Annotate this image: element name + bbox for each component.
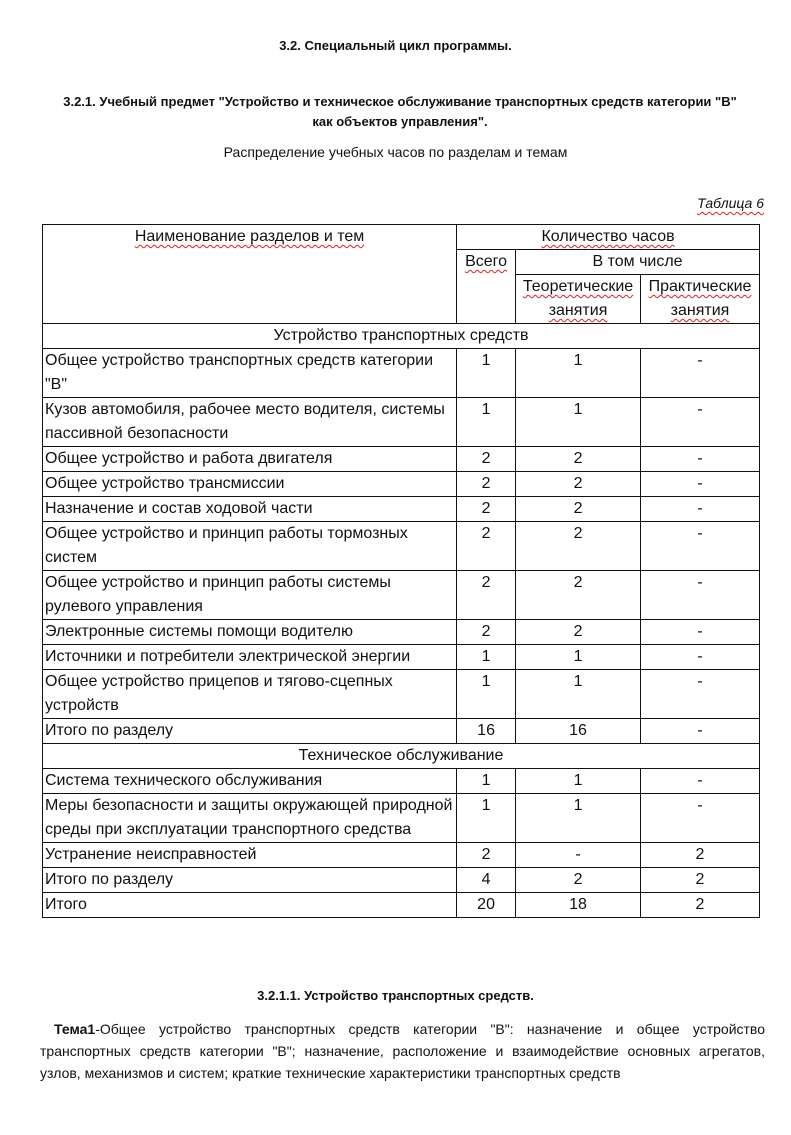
row-practice: 2 [641,893,760,918]
row-total: 2 [457,620,516,645]
row-name: Устранение неисправностей [43,843,457,868]
row-total: 16 [457,719,516,744]
table-subtitle: Распределение учебных часов по разделам и темам [223,144,568,160]
table-row [43,645,760,670]
row-name: Назначение и состав ходовой части [43,497,457,522]
section-row [43,324,760,349]
row-total: 1 [457,670,516,719]
section-row [43,744,760,769]
row-practice: - [641,472,760,497]
row-name: Общее устройство транспортных средств категории "B" [43,349,457,398]
table-row [43,571,760,620]
row-theory: 1 [516,398,641,447]
row-practice: - [641,794,760,843]
table-row [43,843,760,868]
topic-heading: 3.2.1.1. Устройство транспортных средств. [257,988,534,1003]
subject-heading: 3.2.1. Учебный предмет "Устройство и техническое обслуживание транспортных средств категории "B" как объектов управления". [63,94,737,129]
table-row [43,398,760,447]
row-practice: - [641,719,760,744]
header-row [43,225,760,250]
topic-text: -Общее устройство транспортных средств категории "B": назначение и общее устройство транспортных средств категории "B"; назначение, расположение и взаимодействие основных агрегатов, узлов, механизмов и систем; краткие технические характеристики транспортных средств [40,1021,765,1081]
row-theory: 2 [516,620,641,645]
row-name: Кузов автомобиля, рабочее место водителя, системы пассивной безопасности [43,398,457,447]
row-theory: 1 [516,769,641,794]
section-title: Техническое обслуживание [43,744,760,769]
row-theory: 1 [516,349,641,398]
row-practice: - [641,670,760,719]
row-total: 2 [457,447,516,472]
row-practice: - [641,571,760,620]
row-name: Источники и потребители электрической энергии [43,645,457,670]
header-hours: Количество часов [457,225,760,250]
topic-paragraph [40,1018,765,1084]
row-practice: - [641,645,760,670]
table-row [43,620,760,645]
row-theory: 1 [516,645,641,670]
row-total: 1 [457,349,516,398]
row-total: 1 [457,769,516,794]
header-theory: Теоретические занятия [516,275,641,324]
row-name: Общее устройство прицепов и тягово-сцепных устройств [43,670,457,719]
row-total: 1 [457,645,516,670]
table-row [43,472,760,497]
row-name: Меры безопасности и защиты окружающей природной среды при эксплуатации транспортного средства [43,794,457,843]
row-theory: 2 [516,571,641,620]
row-theory: 2 [516,472,641,497]
row-name: Итого по разделу [43,719,457,744]
row-total: 2 [457,472,516,497]
row-practice: - [641,620,760,645]
row-name: Общее устройство и работа двигателя [43,447,457,472]
row-total: 1 [457,398,516,447]
row-practice: - [641,349,760,398]
table-row [43,522,760,571]
row-practice: 2 [641,843,760,868]
row-total: 4 [457,868,516,893]
row-total: 2 [457,843,516,868]
hours-table [42,224,760,918]
table-number: Таблица 6 [697,195,764,211]
row-name: Общее устройство трансмиссии [43,472,457,497]
row-practice: 2 [641,868,760,893]
row-total: 2 [457,571,516,620]
row-total: 20 [457,893,516,918]
table-row [43,769,760,794]
row-theory: 2 [516,868,641,893]
row-theory: 16 [516,719,641,744]
row-practice: - [641,497,760,522]
row-total: 2 [457,522,516,571]
header-including: В том числе [516,250,760,275]
row-name: Итого по разделу [43,868,457,893]
row-name: Общее устройство и принцип работы тормозных систем [43,522,457,571]
topic-lead: Тема1 [54,1021,96,1037]
row-theory: 1 [516,794,641,843]
row-theory: 2 [516,522,641,571]
row-practice: - [641,769,760,794]
section-heading: 3.2. Специальный цикл программы. [279,38,512,53]
row-total: 2 [457,497,516,522]
row-name: Итого [43,893,457,918]
table-row [43,670,760,719]
row-theory: 18 [516,893,641,918]
section-title: Устройство транспортных средств [43,324,760,349]
row-practice: - [641,447,760,472]
table-row [43,868,760,893]
row-theory: 2 [516,497,641,522]
row-theory: 2 [516,447,641,472]
table-row [43,794,760,843]
header-name: Наименование разделов и тем [43,225,457,324]
table-row [43,447,760,472]
table-row [43,719,760,744]
header-total: Всего [457,250,516,324]
header-practice: Практические занятия [641,275,760,324]
row-practice: - [641,522,760,571]
row-name: Электронные системы помощи водителю [43,620,457,645]
row-name: Общее устройство и принцип работы системы рулевого управления [43,571,457,620]
table-row [43,497,760,522]
table-row [43,349,760,398]
row-name: Система технического обслуживания [43,769,457,794]
row-theory: - [516,843,641,868]
row-theory: 1 [516,670,641,719]
row-practice: - [641,398,760,447]
grand-total-row [43,893,760,918]
row-total: 1 [457,794,516,843]
